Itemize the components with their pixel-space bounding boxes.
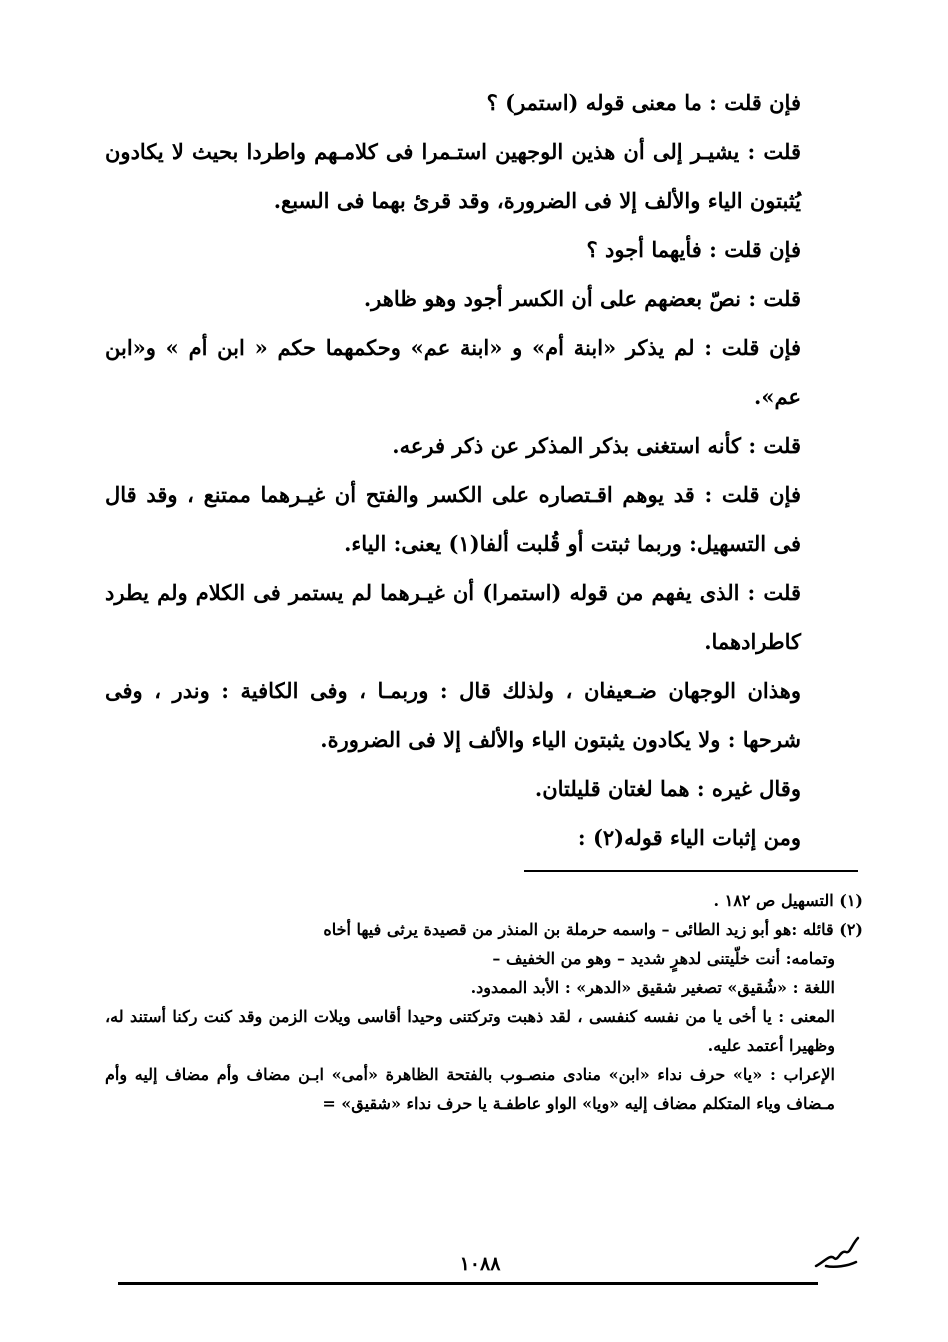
footnote: المعنى : يا أخى يا من نفسه كنفسى ، لقد ذهبت وتركتنى وحيدا أقاسى ويلات الزمن وقد كنت ركنا أستند له، وظهيرا أعتمد عليه. — [105, 1007, 835, 1055]
paragraph: ومن إثبات الياء قوله(٢) : — [577, 825, 801, 850]
footnote: وتمامه: أنت خلّيتنى لدهرٍ شديد – وهو من الخفيف – — [492, 949, 835, 968]
paragraph: فإن قلت : لم يذكر «ابنة أم» و «ابنة عم» وحكمهما حكم « ابن أم » و«ابن عم». — [105, 335, 801, 409]
footnote: اللغة : «شُقيق» تصغير شقيق «الدهر» : الأبد الممدود. — [470, 978, 835, 997]
scribble-mark-icon — [812, 1232, 862, 1272]
paragraph: فإن قلت : فأيهما أجود ؟ — [586, 237, 801, 262]
paragraph: قلت : كأنه استغنى بذكر المذكر عن ذكر فرعه. — [392, 433, 801, 458]
footnote: (٢) قائله :هو أبو زيد الطائى – واسمه حرملة بن المنذر من قصيدة يرثى فيها أخاه — [323, 920, 863, 939]
footnote: (١) التسهيل ص ١٨٢ . — [713, 891, 863, 910]
main-text — [105, 78, 863, 862]
page-number: ١٠٨٨ — [459, 1253, 501, 1275]
bottom-rule — [118, 1282, 818, 1285]
paragraph: قلت : يشيـر إلى أن هذين الوجهين استـمرا فى كلامـهم واطردا بحيث لا يكادون يُثبتون الياء والألف إلا فى الضرورة، وقد قرئ بهما فى السبع. — [105, 139, 801, 213]
paragraph: وقال غيره : هما لغتان قليلتان. — [534, 776, 801, 801]
footnote-separator — [524, 870, 858, 872]
paragraph: وهذان الوجهان ضـعيفان ، ولذلك قال : وربمـا ، وفى الكافية : وندر ، وفى شرحها : ولا يكادون يثبتون الياء والألف إلا فى الضرورة. — [105, 678, 801, 752]
footnotes — [105, 886, 863, 1118]
paragraph: فإن قلت : قد يوهم اقـتصاره على الكسر والفتح أن غيـرهما ممتنع ، وقد قال فى التسهيل: وربما ثبتت أو قُلبت ألفا(١) يعنى: الياء. — [105, 482, 801, 556]
paragraph: قلت : نصّ بعضهم على أن الكسر أجود وهو ظاهر. — [363, 286, 801, 311]
paragraph: فإن قلت : ما معنى قوله (استمر) ؟ — [486, 90, 801, 115]
paragraph: قلت : الذى يفهم من قوله (استمرا) أن غيـرهما لم يستمر فى الكلام ولم يطرد كاطرادهما. — [105, 580, 801, 654]
footnote: الإعراب : «يا» حرف نداء «ابن» منادى منصـوب بالفتحة الظاهرة «أمى» ابـن مضاف وأم مضاف إليه وأم مـضاف وياء المتكلم مضاف إليه «ويا» الواو عاطفـة يا حرف نداء «شقيق» = — [105, 1065, 835, 1113]
